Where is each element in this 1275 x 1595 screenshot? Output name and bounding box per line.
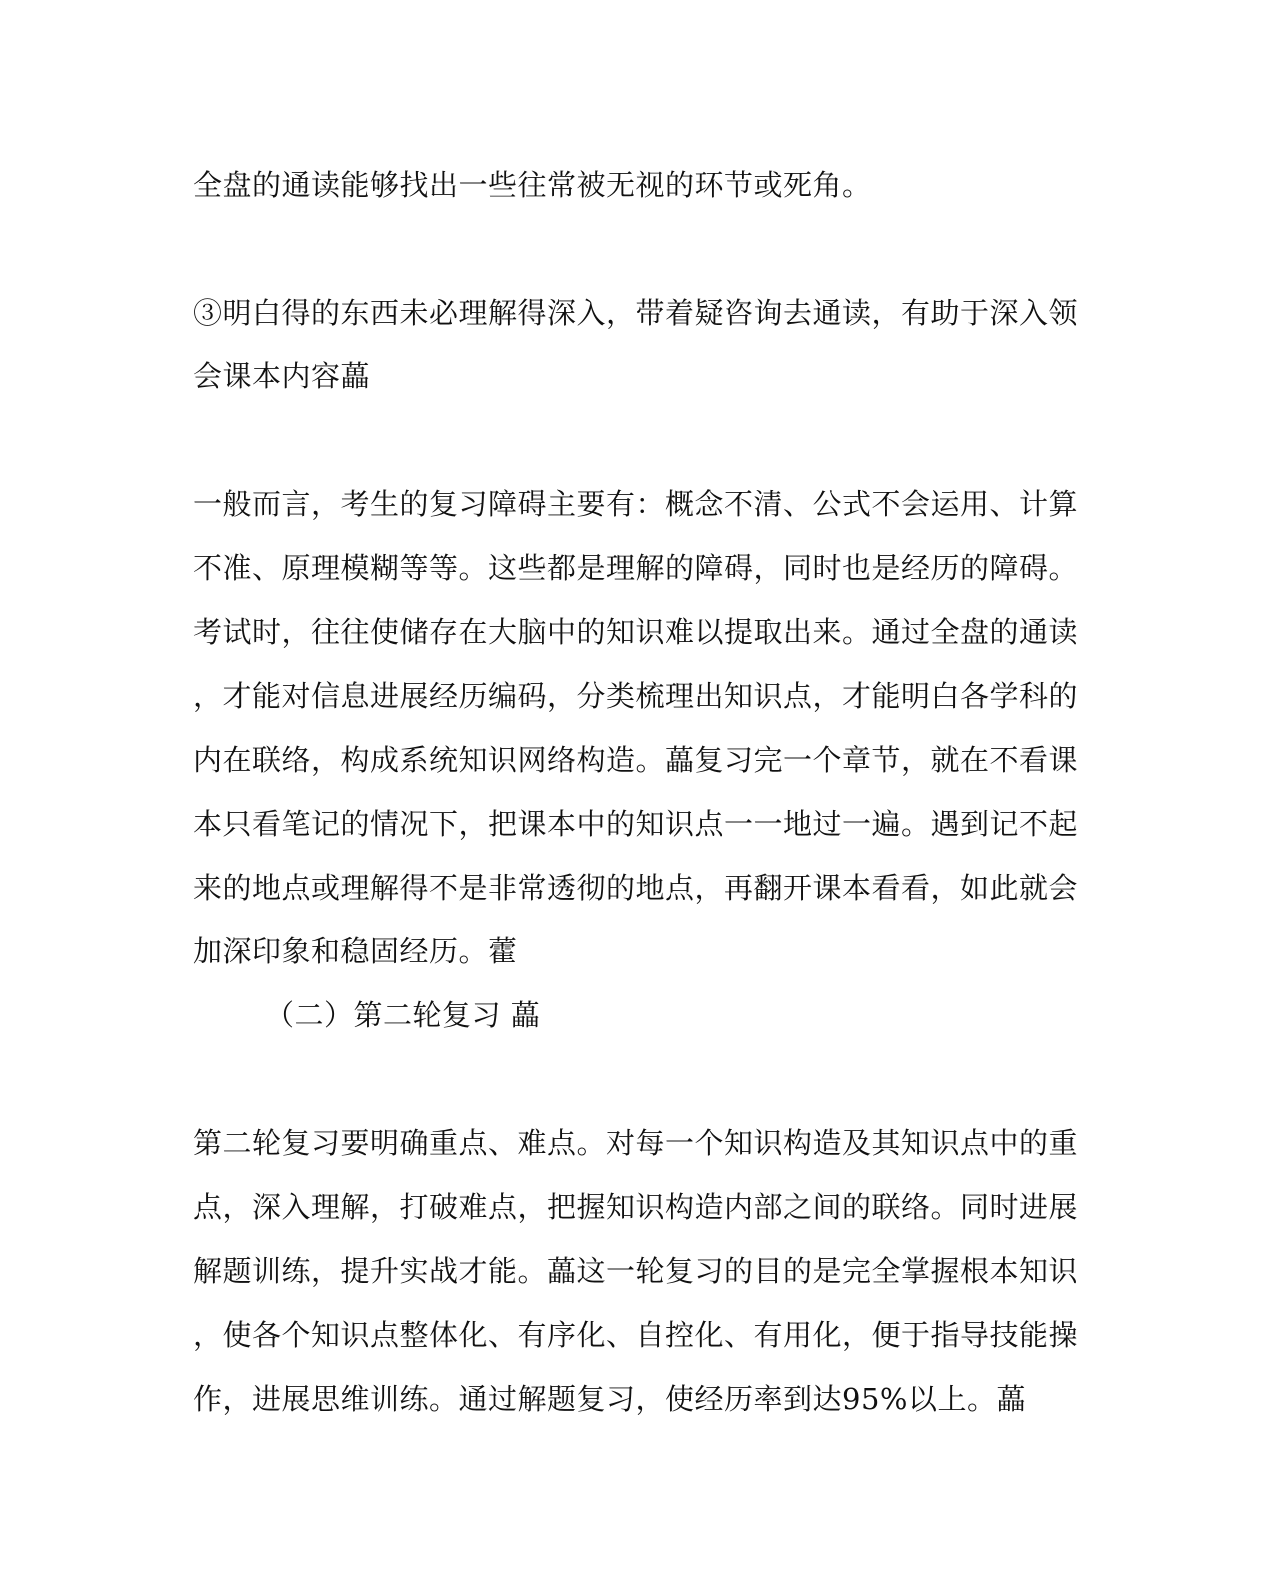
paragraph-line-10: 来的地点或理解得不是非常透彻的地点，再翻开课本看看，如此就会 xyxy=(193,871,1079,905)
paragraph-line-13: 点，深入理解，打破难点，把握知识构造内部之间的联络。同时进展 xyxy=(193,1190,1079,1224)
paragraph-line-12: 第二轮复习要明确重点、难点。对每一个知识构造及其知识点中的重 xyxy=(193,1126,1079,1160)
paragraph-line-4: 一般而言，考生的复习障碍主要有：概念不清、公式不会运用、计算 xyxy=(193,487,1079,521)
paragraph-line-1: 全盘的通读能够找出一些往常被无视的环节或死角。 xyxy=(193,168,872,202)
paragraph-line-2: ③明白得的东西未必理解得深入，带着疑咨询去通读，有助于深入领 xyxy=(193,296,1079,330)
section-heading: （二）第二轮复习 藟 xyxy=(265,998,541,1032)
paragraph-line-8: 内在联络，构成系统知识网络构造。藟复习完一个章节，就在不看课 xyxy=(193,743,1079,777)
paragraph-line-11: 加深印象和稳固经历。藿 xyxy=(193,934,518,968)
paragraph-line-9: 本只看笔记的情况下，把课本中的知识点一一地过一遍。遇到记不起 xyxy=(193,807,1079,841)
paragraph-line-7: ，才能对信息进展经历编码，分类梳理出知识点，才能明白各学科的 xyxy=(193,679,1079,713)
paragraph-line-14: 解题训练，提升实战才能。藟这一轮复习的目的是完全掌握根本知识 xyxy=(193,1254,1079,1288)
paragraph-line-16: 作，进展思维训练。通过解题复习，使经历率到达95%以上。藟 xyxy=(193,1382,1026,1416)
paragraph-line-15: ，使各个知识点整体化、有序化、自控化、有用化，便于指导技能操 xyxy=(193,1318,1079,1352)
paragraph-line-5: 不准、原理模糊等等。这些都是理解的障碍，同时也是经历的障碍。 xyxy=(193,551,1079,585)
paragraph-line-6: 考试时，往往使储存在大脑中的知识难以提取出来。通过全盘的通读 xyxy=(193,615,1079,649)
paragraph-line-3: 会课本内容藟 xyxy=(193,359,371,393)
